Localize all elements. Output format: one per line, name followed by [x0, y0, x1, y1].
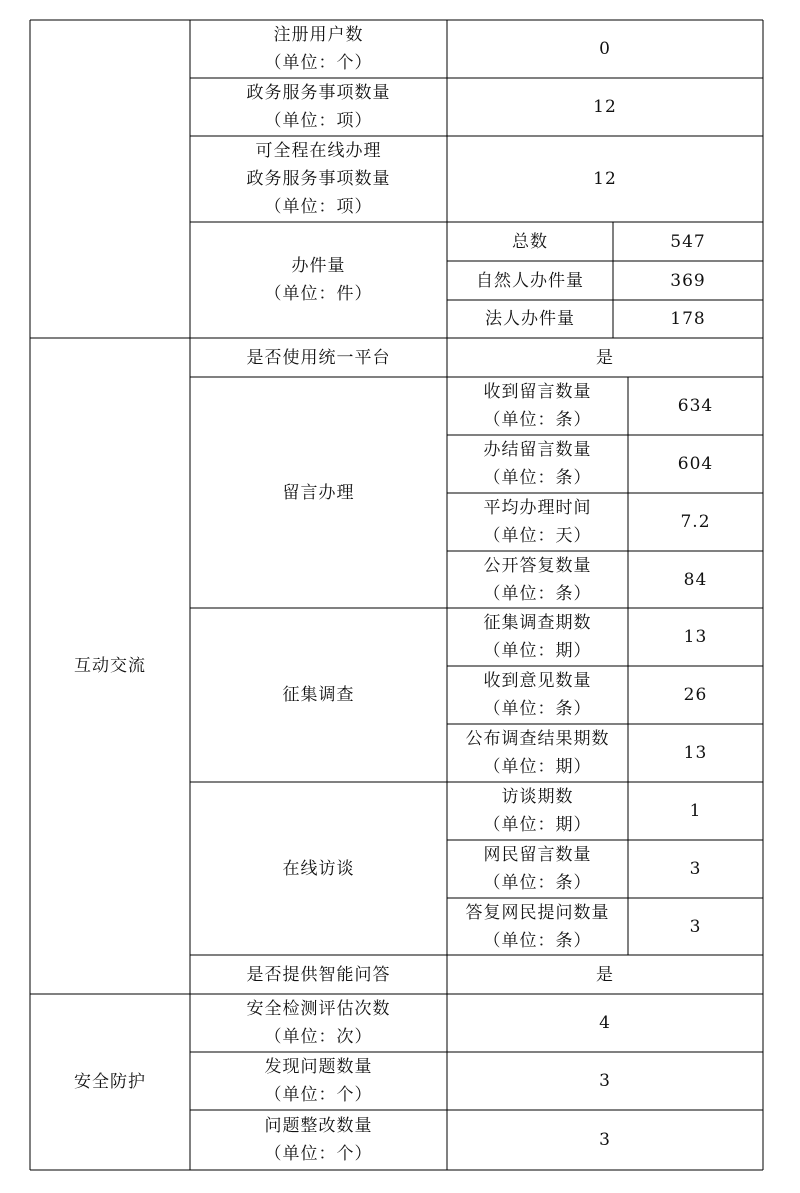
- sublabel-questions-answered: 答复网民提问数量 （单位：条）: [465, 902, 610, 951]
- indicator-online-interview: 在线访谈: [282, 858, 355, 879]
- sublabel-messages-closed: 办结留言数量 （单位：条）: [483, 440, 592, 488]
- value-issues-fixed: 3: [599, 1130, 611, 1150]
- sublabel-legal-person: 法人办件量: [485, 309, 575, 329]
- subvalue-interview-rounds: 1: [689, 801, 702, 821]
- subvalue-legal-person: 178: [670, 309, 706, 329]
- subvalue-public-replies: 84: [683, 569, 708, 590]
- indicator-registered-users: 注册用户数 （单位：个）: [264, 25, 373, 73]
- sublabel-avg-handling-time: 平均办理时间 （单位：天）: [483, 498, 592, 546]
- sublabel-survey-rounds: 征集调查期数 （单位：期）: [483, 613, 592, 661]
- subvalue-questions-answered: 3: [689, 916, 702, 937]
- value-smart-qa: 是: [596, 964, 614, 985]
- indicator-security-assessments: 安全检测评估次数 （单位：次）: [246, 999, 391, 1047]
- subvalue-netizen-messages: 3: [689, 859, 702, 879]
- value-service-items: 12: [593, 97, 617, 117]
- indicator-survey: 征集调查: [282, 685, 355, 705]
- indicator-message-handling: 留言办理: [282, 482, 355, 503]
- indicator-case-volume: 办件量 （单位：件）: [264, 256, 373, 304]
- indicator-issues-fixed: 问题整改数量 （单位：个）: [264, 1116, 373, 1164]
- subvalue-results-published: 13: [683, 743, 708, 763]
- sublabel-netizen-messages: 网民留言数量 （单位：条）: [483, 845, 592, 893]
- indicator-online-service-items: 可全程在线办理 政务服务事项数量 （单位：项）: [246, 141, 391, 217]
- subvalue-messages-received: 634: [677, 396, 714, 416]
- value-security-assessments: 4: [599, 1013, 611, 1033]
- value-online-service-items: 12: [593, 169, 617, 189]
- indicator-unified-platform: 是否使用统一平台: [246, 347, 391, 368]
- value-unified-platform: 是: [596, 347, 614, 368]
- section-name-security: 安全防护: [74, 1072, 146, 1092]
- indicator-issues-found: 发现问题数量 （单位：个）: [264, 1057, 373, 1105]
- value-registered-users: 0: [599, 39, 611, 59]
- sublabel-total: 总数: [512, 231, 548, 252]
- subvalue-messages-closed: 604: [677, 454, 714, 474]
- indicator-smart-qa: 是否提供智能问答: [246, 964, 391, 985]
- subvalue-opinions-received: 26: [683, 685, 708, 705]
- sublabel-public-replies: 公开答复数量 （单位：条）: [483, 555, 592, 604]
- sublabel-interview-rounds: 访谈期数 （单位：期）: [483, 787, 592, 835]
- sublabel-results-published: 公布调查结果期数 （单位：期）: [465, 729, 610, 777]
- subvalue-natural-person: 369: [670, 270, 706, 291]
- subvalue-total: 547: [670, 231, 706, 252]
- subvalue-avg-handling-time: 7.2: [680, 512, 711, 532]
- section-name-interaction: 互动交流: [74, 656, 146, 676]
- subvalue-survey-rounds: 13: [683, 627, 708, 647]
- indicator-service-items: 政务服务事项数量 （单位：项）: [246, 83, 391, 131]
- value-issues-found: 3: [599, 1071, 611, 1091]
- sublabel-opinions-received: 收到意见数量 （单位：条）: [483, 671, 592, 719]
- sublabel-natural-person: 自然人办件量: [476, 270, 584, 291]
- sublabel-messages-received: 收到留言数量 （单位：条）: [483, 382, 592, 430]
